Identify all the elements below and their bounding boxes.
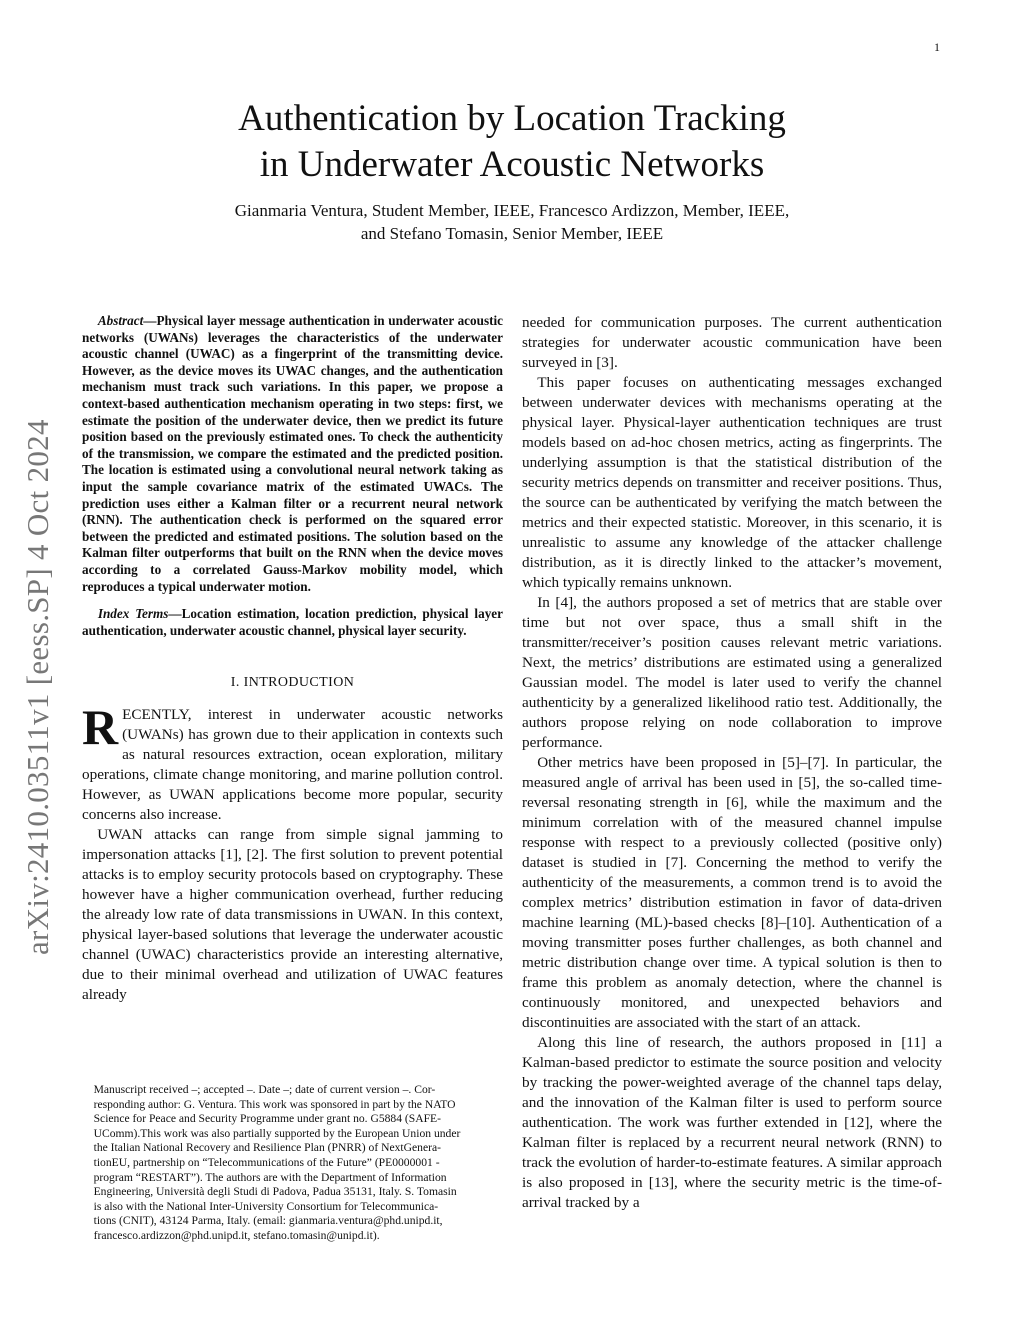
title-line: in Underwater Acoustic Networks: [259, 144, 765, 185]
intro-paragraph: Along this line of research, the authors proposed in [11] a Kalman-based predictor to estimate the source position and velocity by tracking the power-weighted average of the channel taps delay, and the innovation of the Kalman filter is used to perform source authentication. The work was further extended in [12], where the Kalman filter is replaced by a recurrent neural network (RNN) to track the evolution of harder-to-estimate features. A similar approach is also proposed in [13], where the security metric is the time-of-arrival tracked by a: [522, 1034, 942, 1211]
footnote-line: Science for Peace and Security Programme under grant no. G5884 (SAFE-: [93, 1112, 441, 1126]
footnote-line: francesco.ardizzon@phd.unipd.it, stefano.tomasin@unipd.it).: [93, 1228, 380, 1242]
footnote-line: Manuscript received –; accepted –. Date –; date of current version –. Cor-: [93, 1083, 436, 1096]
footnote-line: Engineering, Università degli Studi di Padova, Padua 35131, Italy. S. Tomasin: [93, 1185, 457, 1199]
page-number: 1: [934, 40, 940, 54]
section-heading-introduction: I. INTRODUCTION: [230, 675, 355, 691]
index-terms: Index Terms—Location estimation, location prediction, physical layer authentication, underwater acoustic channel, physical layer security.: [82, 606, 503, 638]
title-line: Authentication by Location Tracking: [238, 98, 786, 139]
footnote-line: responding author: G. Ventura. This work was sponsored in part by the NATO: [93, 1097, 456, 1111]
footnote-line: UComm).This work was also partially supported by the European Union under: [93, 1126, 461, 1140]
intro-paragraph-continued: needed for communication purposes. The current authentication strategies for underwater acoustic communication have been surveyed in [3].: [522, 314, 942, 371]
footnote-line: program “RESTART”). The authors are with the Department of Information: [93, 1170, 447, 1184]
paper-title: [150, 96, 874, 188]
abstract: Abstract—Physical layer message authentication in underwater acoustic networks (UWANs) leverages the characteristics of the underwater acoustic channel (UWAC) as a fingerprint of the transmitting device. However, as the device moves its UWAC changes, and the authentication mechanism must track such variations. In this paper, we propose a context-based authentication mechanism operating in two steps: first, we estimate the position of the underwater device, then we predict its future position based on the previously estimated ones. To check the authenticity of the transmission, we compare the estimated and the predicted position. The location is estimated using a convolutional neural network taking as input the sample covariance matrix of the estimated UWACs. The prediction uses either a Kalman filter or a recurrent neural network (RNN). The authentication check is performed on the squared error between the predicted and estimated positions. The solution based on the Kalman filter outperforms that built on the RNN when the device moves according to a correlated Gauss-Markov mobility model, which reproduces a typical underwater motion.: [82, 313, 503, 594]
footnote: [82, 1083, 503, 1244]
index-terms-label: Index Terms: [97, 606, 169, 622]
arxiv-identifier-stamp: arXiv:2410.03511v1 [eess.SP] 4 Oct 2024: [20, 419, 55, 955]
author-line: and Stefano Tomasin, Senior Member, IEEE: [360, 224, 664, 243]
author-list: [150, 199, 874, 245]
footnote-line: tions (CNIT), 43124 Parma, Italy. (email: gianmaria.ventura@phd.unipd.it,: [93, 1214, 443, 1228]
drop-cap: R: [82, 699, 119, 756]
intro-paragraph: This paper focuses on authenticating messages exchanged between underwater devices with mechanisms operating at the physical layer. Physical-layer authentication techniques are trust models based on ad-hoc chosen metrics, acting as fingerprints. The underlying assumption is that the statistical distribution of the security metrics depends on transmitter and receiver positions. Thus, the source can be authenticated by verifying the match between the metrics and their expected statistic. Moreover, in this scenario, it is unrealistic to assume any knowledge of the attacker challenge distribution, as it is directly linked to the attacker’s movement, which typically remains unknown.: [522, 374, 942, 591]
footnote-line: is also with the National Inter-University Consortium for Telecommunica-: [93, 1199, 439, 1213]
intro-paragraph: In [4], the authors proposed a set of metrics that are stable over time but not over space, thus a small shift in the transmitter/receiver’s position causes relevant metric variations. Next, the metrics’ distributions are estimated using a generalized Gaussian model. The model is later used to verify the channel authenticity by a generalized likelihood ratio test. Additionally, the authors propose relying on node collaboration to improve performance.: [522, 594, 942, 751]
intro-paragraph: [82, 699, 503, 825]
intro-paragraph: Other metrics have been proposed in [5]–[7]. In particular, the measured angle of arrival has been used in [5], the so-called time-reversal resonating strength in [6], while the maximum and the minimum correlation with of the measured channel impulse response with respect to a previously collected (positive only) dataset is studied in [7]. Concerning the method to verify the authenticity of the measurements, a common trend is to avoid the complex metrics’ distribution estimation in favor of data-driven machine learning (ML)-based checks [8]–[10]. Authentication of a moving transmitter poses further challenges, as both channel and metric distribution change over time. A typical solution is then to frame this problem as anomaly detection, where the channel is continuously monitored, and unexpected behaviors and discontinuities are associated with the start of an attack.: [522, 754, 942, 1031]
footnote-line: the Italian National Recovery and Resilience Plan (PNRR) of NextGenera-: [93, 1141, 441, 1155]
index-terms-text: Location estimation, location prediction, physical layer authentication, underwater acoustic channel, physical layer security.: [82, 606, 503, 638]
intro-paragraph: UWAN attacks can range from simple signal jamming to impersonation attacks [1], [2]. The first solution to prevent potential attacks is to employ security protocols based on cryptography. These however have a higher communication overhead, further reducing the already low rate of data transmissions in UWAN. In this context, physical layer-based solutions that leverage the underwater acoustic channel (UWAC) characteristics provide an interesting alternative, due to their minimal overhead and utilization of UWAC features already: [82, 826, 503, 1004]
right-column: [522, 313, 942, 1213]
footnote-line: tionEU, partnership on “Telecommunications of the Future” (PE0000001 -: [93, 1155, 440, 1169]
paragraph-text: ECENTLY, interest in underwater acoustic networks (UWANs) has grown due to their application in contexts such as natural resources extraction, ocean exploration, military operations, climate change monitoring, and marine pollution control. However, as UWAN applications become more popular, security concerns also increase.: [82, 706, 503, 824]
abstract-text: Physical layer message authentication in underwater acoustic networks (UWANs) leverages the characteristics of the underwater acoustic channel (UWAC) as a fingerprint of the transmitting device. However, as the device moves its UWAC changes, and the authentication mechanism must track such variations. In this paper, we propose a context-based authentication mechanism operating in two steps: first, we estimate the position of the underwater device, then we predict its future position based on the previously estimated ones. To check the authenticity of the transmission, we compare the estimated and the predicted position. The location is estimated using a convolutional neural network taking as input the sample covariance matrix of the estimated UWACs. The prediction uses either a Kalman filter or a recurrent neural network (RNN). The authentication check is performed on the squared error between the predicted and estimated positions. The solution based on the Kalman filter outperforms that built on the RNN when the device moves according to a correlated Gauss-Markov mobility model, which reproduces a typical underwater motion.: [82, 313, 503, 594]
author-line: Gianmaria Ventura, Student Member, IEEE, Francesco Ardizzon, Member, IEEE,: [234, 201, 790, 220]
left-column: [82, 313, 503, 1005]
abstract-label: Abstract: [97, 313, 144, 328]
